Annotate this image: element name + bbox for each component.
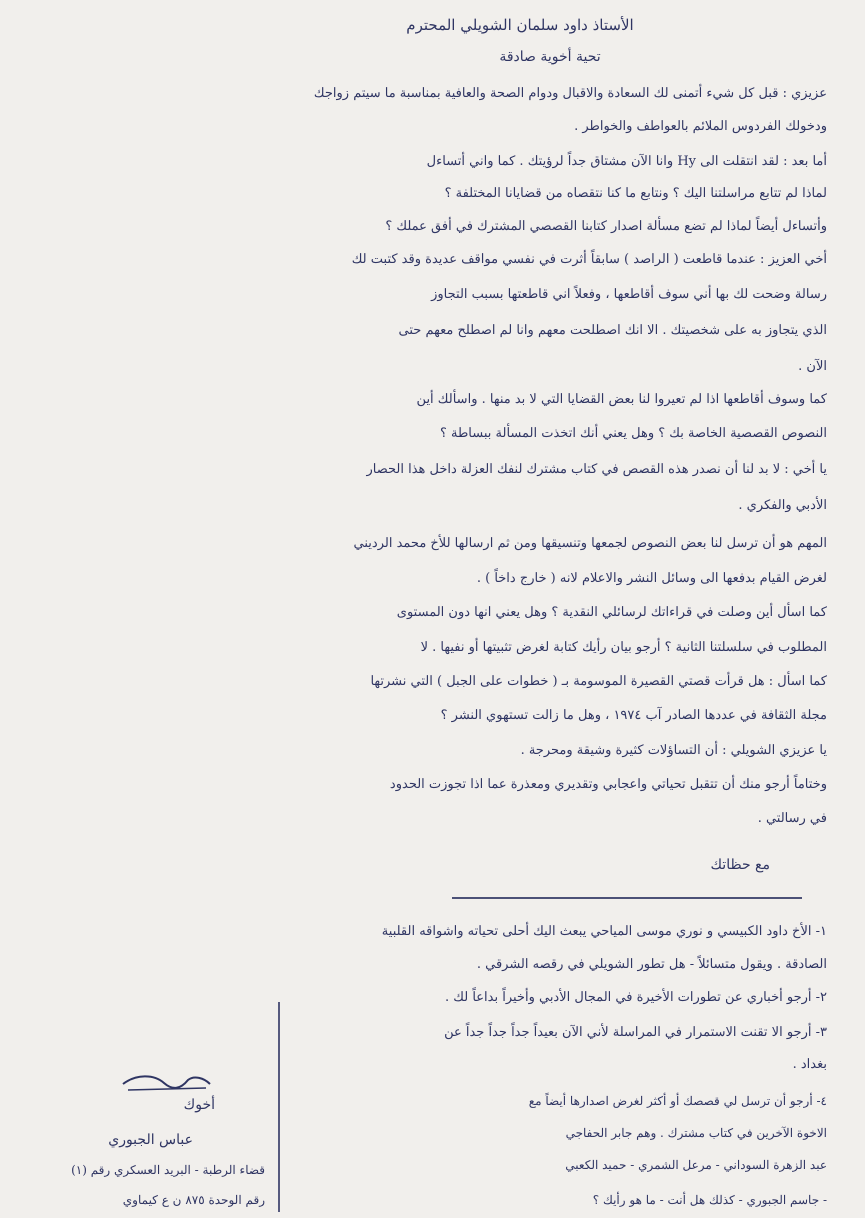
body-line: لماذا لم تتابع مراسلتنا اليك ؟ ونتابع ما كنا نتقصاه من قضايانا المختلفة ؟	[444, 186, 827, 201]
note-line: ٣- أرجو الا تقنت الاستمرار في المراسلة لأني الآن بعيداً جداً جداً جداً عن	[444, 1025, 827, 1040]
signature-address-line: قضاء الرطبة - البريد العسكري رقم (١)	[71, 1163, 265, 1177]
note-line: - جاسم الجبوري - كذلك هل أنت - ما هو رأيك ؟	[592, 1193, 827, 1207]
body-line: كما اسأل : هل قرأت قصتي القصيرة الموسومة بـ ( خطوات على الجبل ) التي نشرتها	[370, 674, 827, 689]
body-line: رسالة وضحت لك بها أني سوف أقاطعها ، وفعلاً اني قاطعتها بسبب التجاوز	[431, 287, 827, 302]
note-line: ١- الأخ داود الكبيسي و نوري موسى المياحي يبعث اليك أحلى تحياته واشواقه القلبية	[381, 924, 827, 939]
header-salutation: الأستاذ داود سلمان الشويلي المحترم	[406, 16, 634, 34]
signature-closing: أخوك	[183, 1097, 215, 1113]
note-line: بغداد .	[792, 1057, 827, 1072]
note-line: الصادقة . ويقول متسائلاً - هل تطور الشويلي في رقصه الشرقي .	[476, 957, 827, 972]
note-line: عبد الزهرة السوداني - مرعل الشمري - حميد الكعبي	[565, 1158, 827, 1172]
body-line: وأتساءل أيضاً لماذا لم تضع مسألة اصدار كتابنا القصصي المشترك في أفق عملك ؟	[385, 219, 827, 234]
note-line: ٤- أرجو أن ترسل لي قصصك أو أكثر لغرض اصدارها أيضاً مع	[528, 1094, 827, 1108]
body-line: الآن .	[798, 359, 827, 374]
signature-address-line: رقم الوحدة ٨٧٥ ن ع كيماوي	[122, 1193, 265, 1207]
separator-line	[452, 897, 802, 899]
body-line: المهم هو أن ترسل لنا بعض النصوص لجمعها وتنسيقها ومن ثم ارسالها للأخ محمد الرديني	[353, 536, 827, 551]
body-line: عزيزي : قبل كل شيء أتمنى لك السعادة والاقبال ودوام الصحة والعافية بمناسبة ما سيتم زواجك	[313, 86, 827, 101]
body-line: لغرض القيام بدفعها الى وسائل النشر والاعلام لانه ( خارج داخاً ) .	[476, 571, 827, 586]
body-line: ودخولك الفردوس الملائم بالعواطف والخواطر .	[574, 119, 827, 134]
body-line: الأدبي والفكري .	[738, 498, 827, 513]
note-line: الاخوة الآخرين في كتاب مشترك . وهم جابر الحفاجي	[565, 1126, 827, 1140]
note-line: ٢- أرجو أخباري عن تطورات الأخيرة في المجال الأدبي وأخيراً بداعاً لك .	[445, 990, 827, 1005]
signature-name: عباس الجبوري	[108, 1132, 193, 1148]
closing-phrase: مع حظاتك	[710, 857, 770, 873]
body-line: كما اسأل أين وصلت في قراءاتك لرسائلي النقدية ؟ وهل يعني انها دون المستوى	[396, 605, 827, 620]
handwritten-signature	[118, 1072, 213, 1096]
body-line: يا أخي : لا بد لنا أن نصدر هذه القصص في كتاب مشترك لنفك العزلة داخل هذا الحصار	[366, 462, 827, 477]
signature-divider	[278, 1002, 280, 1212]
body-line: وختاماً أرجو منك أن تتقبل تحياتي واعجابي وتقديري ومعذرة عما اذا تجوزت الحدود	[389, 777, 827, 792]
body-line: أما بعد : لقد انتقلت الى Hy وانا الآن مشتاق جداً لرؤيتك . كما واني أتساءل	[426, 154, 827, 169]
body-line: الذي يتجاوز به على شخصيتك . الا انك اصطلحت معهم وانا لم اصطلح معهم حتى	[398, 323, 827, 338]
body-line: كما وسوف أقاطعها اذا لم تعيروا لنا بعض القضايا التي لا بد منها . واسألك أين	[416, 392, 827, 407]
header-greeting: تحية أخوية صادقة	[499, 49, 601, 65]
body-line: يا عزيزي الشويلي : أن التساؤلات كثيرة وشيقة ومحرجة .	[520, 743, 827, 758]
body-line: مجلة الثقافة في عددها الصادر آب ١٩٧٤ ، وهل ما زالت تستهوي النشر ؟	[440, 708, 827, 723]
body-line: في رسالتي .	[757, 811, 827, 826]
body-line: أخي العزيز : عندما قاطعت ( الراصد ) سابقاً أثرت في نفسي مواقف عديدة وقد كتبت لك	[351, 252, 827, 267]
body-line: النصوص القصصية الخاصة بك ؟ وهل يعني أنك اتخذت المسألة ببساطة ؟	[439, 426, 827, 441]
body-line: المطلوب في سلسلتنا الثانية ؟ أرجو بيان رأيك كتابة لغرض تثبيتها أو نفيها . لا	[420, 640, 827, 655]
